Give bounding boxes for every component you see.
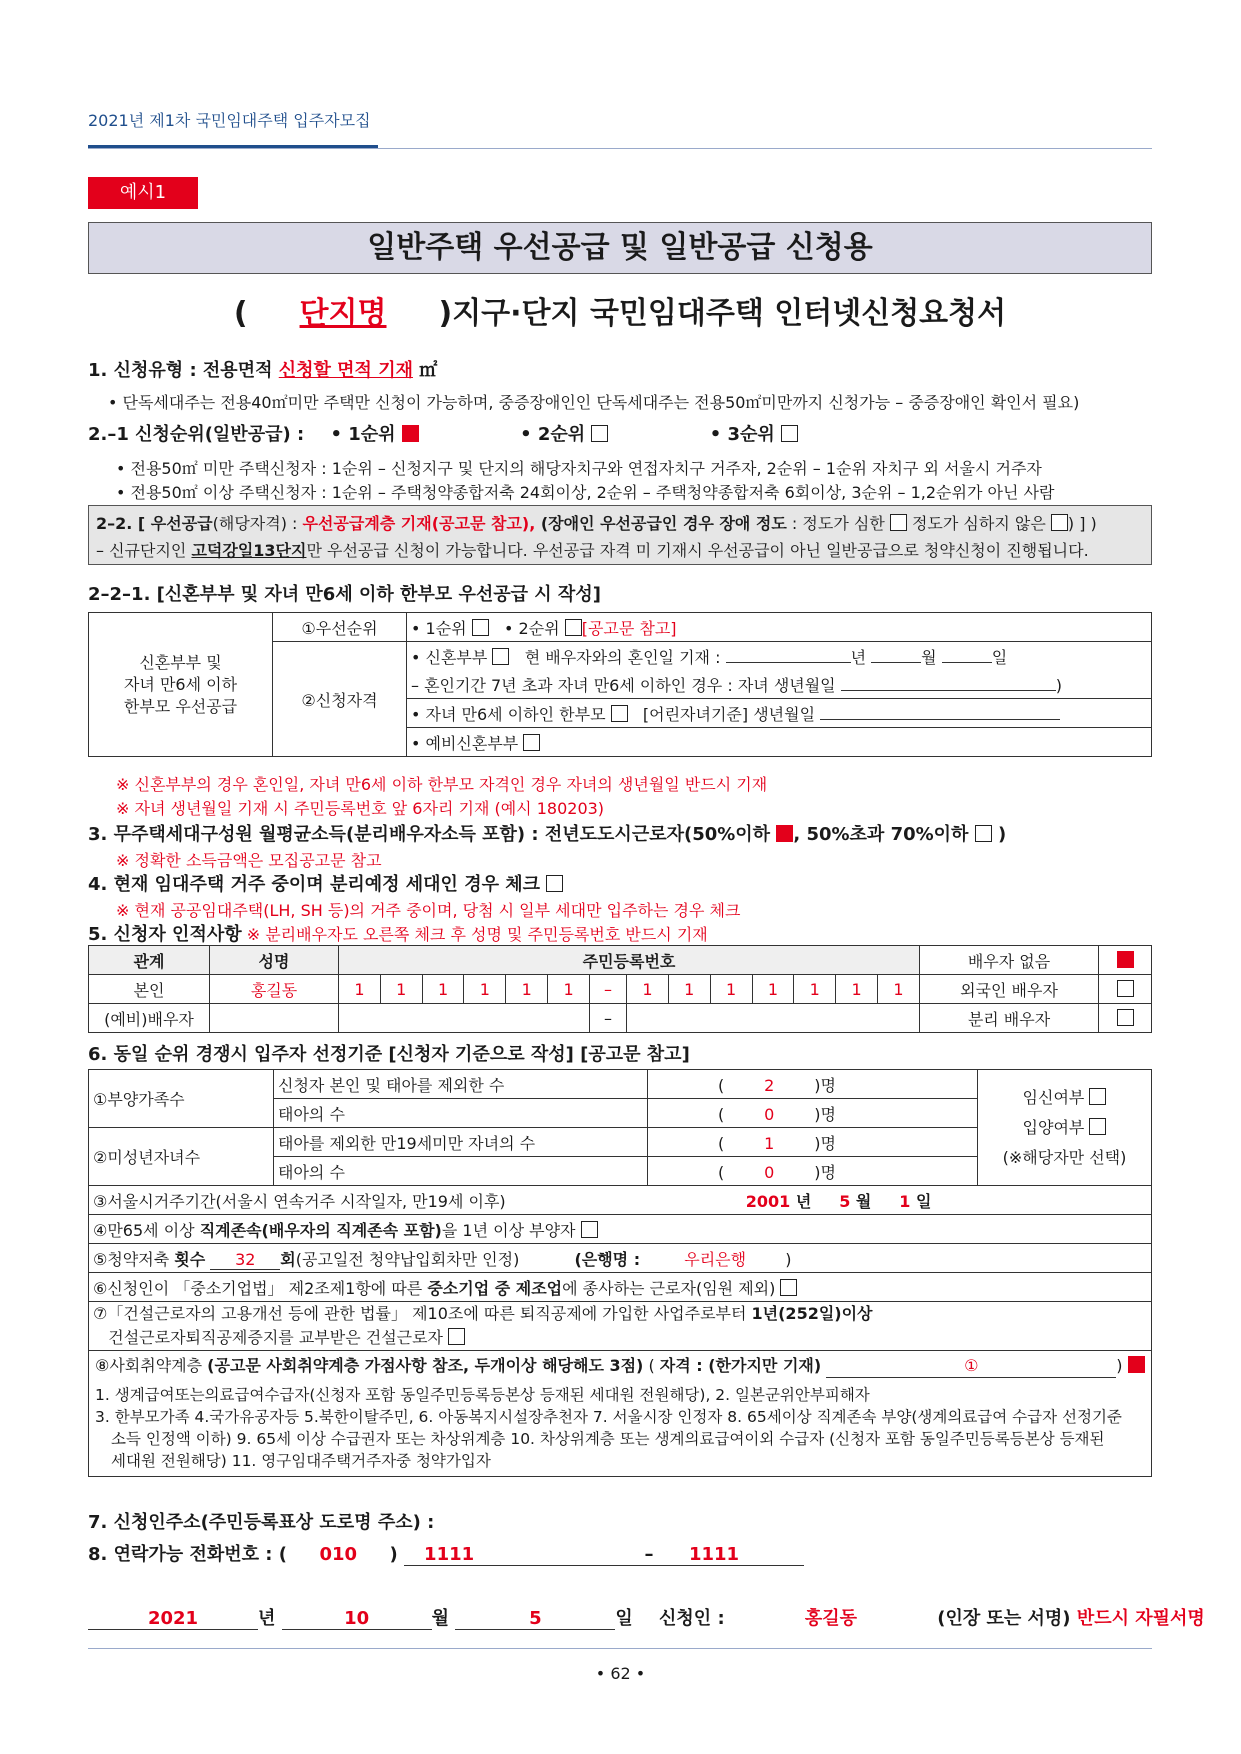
vulnerable-row: ⑧사회취약계층 (공고문 사회취약계층 가점사항 참조, 두개이상 해당해도 3점) ( 자격 : (한가지만 기재) ① ) 1. 생계급여또는의료급여수급자(신청자 포함 동일주민등록등본상 등재된 세대원 전원해당), 2. 일본군위안부피해자 3. 한부모가족 4.국가유공자등 5.북한이탈주민, 6. 아동복지시설장추천자 7. 서울시장 인정자 8. 65세이상 직계존속 부양(생계의료급여 수급자 선정기준 소득 인정액 이하) 9. 65세 이상 수급권자 또는 차상위계층 10. 차상위계층 또는 생계의료급여이외 수급자 (신청자 포함 동일주민등록등본상 등재된 세대원 전원해당) 11. 영구임대주택거주자중 청약가입자 bbox=[89, 1351, 1152, 1477]
section-2-2: 2–2. [ 우선공급(해당자격) : 우선공급계층 기재(공고문 참고), (장애인 우선공급인 경우 장애 정도 : 정도가 심한 정도가 심하지 않은 ) ] ) bbox=[96, 514, 1097, 533]
seoul-residence-row: ③서울시거주기간(서울시 연속거주 시작일자, 만19세 이후) 2001 년 5 월 1 일 bbox=[89, 1186, 1152, 1215]
page-number: • 62 • bbox=[595, 1664, 646, 1683]
signature-line: 2021 년 10 월 5 일 신청인 : 홍길동 (인장 또는 서명) 반드시 자필서명 bbox=[88, 1604, 1205, 1630]
young-child-birth-field[interactable] bbox=[820, 719, 1060, 720]
qualification-label: ②신청자격 bbox=[273, 642, 407, 757]
header-divider bbox=[88, 148, 1152, 149]
marriage-day-field[interactable] bbox=[942, 662, 992, 663]
minors-label: ②미성년자녀수 bbox=[89, 1128, 274, 1186]
form-subtitle: ( 단지명 )지구·단지 국민임대주택 인터넷신청요청서 bbox=[88, 288, 1152, 332]
phone-area: 010 bbox=[319, 1544, 358, 1565]
section-4-note: ※ 현재 공공임대주택(LH, SH 등)의 거주 중이며, 당첨 시 일부 세대만 입주하는 경우 체크 bbox=[116, 901, 741, 920]
section-5: 5. 신청자 인적사항 ※ 분리배우자도 오른쪽 체크 후 성명 및 주민등록번호 반드시 기재 bbox=[88, 924, 708, 945]
income-70-checkbox[interactable] bbox=[975, 825, 992, 842]
pre-newlywed-checkbox[interactable] bbox=[523, 734, 540, 751]
priority-label: ①우선순위 bbox=[273, 613, 407, 642]
col-name: 성명 bbox=[210, 946, 339, 975]
section-2-1: 2.–1 신청순위(일반공급) : • 1순위 • 2순위 • 3순위 bbox=[88, 420, 798, 446]
foreign-spouse-checkbox[interactable] bbox=[1117, 980, 1134, 997]
rank3-checkbox[interactable] bbox=[781, 425, 798, 442]
elder-support-row: ④만65세 이상 직계존속(배우자의 직계존속 포함)을 1년 이상 부양자 bbox=[89, 1215, 1152, 1244]
separate-spouse-checkbox[interactable] bbox=[1117, 1009, 1134, 1026]
single-parent-checkbox[interactable] bbox=[611, 705, 628, 722]
section-3-note: ※ 정확한 소득금액은 모집공고문 참고 bbox=[116, 851, 382, 870]
col-id: 주민등록번호 bbox=[339, 946, 920, 975]
severe-checkbox[interactable] bbox=[890, 514, 907, 531]
savings-count: 32 bbox=[210, 1250, 280, 1270]
savings-row: ⑤청약저축 횟수 32 회(공고일전 청약납입회차만 인정) (은행명 : 우리은행 ) bbox=[89, 1244, 1152, 1273]
priority-cell: • 1순위 • 2순위 [공고문 참고] bbox=[407, 613, 1152, 642]
newlywed-row: • 신혼부부 현 배우자와의 혼인일 기재 : 년 월 일 bbox=[407, 642, 1152, 671]
over7-row: – 혼인기간 7년 초과 자녀 만6세 이하인 경우 : 자녀 생년월일 ) bbox=[407, 670, 1152, 699]
construction-row: ⑦「건설근로자의 고용개선 등에 관한 법률」 제10조에 따른 퇴직공제에 가입한 사업주로부터 1년(252일)이상 건설근로자퇴직공제증지를 교부받은 건설근로자 bbox=[89, 1302, 1152, 1351]
applicant-name: 홍길동 bbox=[210, 975, 339, 1004]
section-2-2-note: – 신규단지인 고덕강일13단지만 우선공급 신청이 가능합니다. 우선공급 자격 미 기재시 우선공급이 아닌 일반공급으로 청약신청이 진행됩니다. bbox=[96, 541, 1089, 560]
sme-checkbox[interactable] bbox=[780, 1279, 797, 1296]
applicant-table bbox=[88, 945, 1152, 1033]
col-relation: 관계 bbox=[89, 946, 210, 975]
sign-year: 2021 bbox=[88, 1608, 258, 1630]
sme-row: ⑥신청인이 「중소기업법」 제2조제1항에 따른 중소기업 중 제조업에 종사하는 근로자(임원 제외) bbox=[89, 1273, 1152, 1302]
newlywed-checkbox[interactable] bbox=[492, 648, 509, 665]
section-1: 1. 신청유형 : 전용면적 신청할 면적 기재 ㎡ bbox=[88, 360, 438, 381]
vulnerable-checkbox[interactable] bbox=[1128, 1356, 1145, 1373]
elder-support-checkbox[interactable] bbox=[581, 1221, 598, 1238]
section-8: 8. 연락가능 전화번호 : ( 010 ) 1111 – 1111 bbox=[88, 1540, 804, 1566]
criteria-table: ①부양가족수 신청자 본인 및 태아를 제외한 수 ( 2 )명 임신여부 입양여부 (※해당자만 선택) 태아의 수 ( 0 )명 ②미성년자녀수 태아를 제외한 만19세미만 자녀의 수 ( 1 )명 태아의 수 ( 0 )명 ③서울시거주기간(서울시 연속거주 시작일자, 만19세 이후) 2001 년 5 월 1 일 ④만65세 이상 직계존속(배우자의 직계존속 포함)을 1년 이상 부양자 ⑤청약저축 횟수 32 회(공고일전 청약납입회차만 인정) (은행명 : 우리은행 ) ⑥신청인이 「중소기업법」 제2조제1항에 따른 중소기업 중 제조업에 종사하는 근로자(임원 제외) ⑦「건설근로자의 고용개선 등에 관한 법률」 제10조에 따른 퇴직공제에 가입한 사업주로부터 1년(252일)이상 건설근로자퇴직공제증지를 교부받은 건설근로자 ⑧사회취약계층 (공고문 사회취약계층 가점사항 참조, 두개이상 해당해도 3점) ( 자격 : (한가지만 기재) ① ) 1. 생계급여또는의료급여수급자(신청자 포함 동일주민등록등본상 등재된 세대원 전원해당), 2. 일본군위안부피해자 3. 한부모가족 4.국가유공자등 5.북한이탈주민, 6. 아동복지시설장추천자 7. 서울시장 인정자 8. 65세이상 직계존속 부양(생계의료급여 수급자 선정기준 소득 인정액 이하) 9. 65세 이상 수급권자 또는 차상위계층 10. 차상위계층 또는 생계의료급여이외 수급자 (신청자 포함 동일주민등록등본상 등재된 세대원 전원해당) 11. 영구임대주택거주자중 청약가입자 bbox=[88, 1069, 1152, 1477]
section-2-2-1: 2–2–1. [신혼부부 및 자녀 만6세 이하 한부모 우선공급 시 작성] bbox=[88, 584, 601, 605]
applicant-signature: 홍길동 bbox=[804, 1608, 858, 1629]
doc-header-title: 2021년 제1차 국민임대주택 입주자모집 bbox=[88, 111, 371, 130]
footer-divider bbox=[88, 1648, 1152, 1649]
nw-rank2-checkbox[interactable] bbox=[565, 619, 582, 636]
note-a1: ※ 신혼부부의 경우 혼인일, 자녀 만6세 이하 한부모 자격인 경우 자녀의 생년월일 반드시 기재 bbox=[116, 775, 768, 794]
table-row: 본인 홍길동 1 1 1 1 1 1 – 1 1 1 1 1 1 1 외국인 배우자 bbox=[89, 975, 1152, 1004]
note-a2: ※ 자녀 생년월일 기재 시 주민등록번호 앞 6자리 기재 (예시 180203) bbox=[116, 799, 605, 818]
income-50-checkbox[interactable] bbox=[776, 825, 793, 842]
no-spouse-label: 배우자 없음 bbox=[920, 946, 1099, 975]
spouse-name-field[interactable] bbox=[210, 1004, 339, 1033]
marriage-month-field[interactable] bbox=[871, 662, 921, 663]
section-6: 6. 동일 순위 경쟁시 입주자 선정기준 [신청자 기준으로 작성] [공고문 참고] bbox=[88, 1044, 690, 1065]
single-parent-row: • 자녀 만6세 이하인 한부모 [어린자녀기준] 생년월일 bbox=[407, 699, 1152, 728]
preg-adopt-cell: 임신여부 입양여부 (※해당자만 선택) bbox=[978, 1070, 1152, 1186]
sign-day: 5 bbox=[455, 1608, 615, 1630]
example-badge: 예시1 bbox=[88, 177, 198, 209]
rank-note-2: • 전용50㎡ 이상 주택신청자 : 1순위 – 주택청약종합저축 24회이상, 2순위 – 주택청약종합저축 6회이상, 3순위 – 1,2순위가 아닌 사람 bbox=[116, 483, 1055, 502]
sign-month: 10 bbox=[282, 1608, 432, 1630]
vulnerable-value: ① bbox=[826, 1355, 1116, 1378]
table-row: (예비)배우자 – 분리 배우자 bbox=[89, 1004, 1152, 1033]
rank1-checkbox[interactable] bbox=[402, 425, 419, 442]
adopt-checkbox[interactable] bbox=[1089, 1118, 1106, 1135]
nw-rank1-checkbox[interactable] bbox=[472, 619, 489, 636]
section-4: 4. 현재 임대주택 거주 중이며 분리예정 세대인 경우 체크 bbox=[88, 870, 563, 896]
section-7: 7. 신청인주소(주민등록표상 도로명 주소) : bbox=[88, 1512, 435, 1533]
separate-spouse-label: 분리 배우자 bbox=[920, 1004, 1099, 1033]
pregnant-checkbox[interactable] bbox=[1089, 1088, 1106, 1105]
dependents-label: ①부양가족수 bbox=[89, 1070, 274, 1128]
foreign-spouse-label: 외국인 배우자 bbox=[920, 975, 1099, 1004]
newlywed-table bbox=[88, 612, 1152, 757]
split-household-checkbox[interactable] bbox=[546, 875, 563, 892]
section-3: 3. 무주택세대구성원 월평균소득(분리배우자소득 포함) : 전년도도시근로자(50%이하 , 50%초과 70%이하 ) bbox=[88, 824, 1007, 845]
construction-checkbox[interactable] bbox=[448, 1328, 465, 1345]
pre-newlywed-row: • 예비신혼부부 bbox=[407, 728, 1152, 757]
rank-note-1: • 전용50㎡ 미만 주택신청자 : 1순위 – 신청지구 및 단지의 해당자치구와 연접자치구 거주자, 2순위 – 1순위 자치구 외 서울시 거주자 bbox=[116, 459, 1042, 478]
rank2-checkbox[interactable] bbox=[591, 425, 608, 442]
child-birth-field[interactable] bbox=[841, 690, 1056, 691]
section-1-note: • 단독세대주는 전용40㎡미만 주택만 신청이 가능하며, 중증장애인인 단독세대주는 전용50㎡미만까지 신청가능 – 중증장애인 확인서 필요) bbox=[108, 393, 1080, 412]
marriage-year-field[interactable] bbox=[726, 662, 851, 663]
not-severe-checkbox[interactable] bbox=[1051, 514, 1068, 531]
complex-name: 단지명 bbox=[299, 296, 387, 331]
bank-name: 우리은행 bbox=[684, 1249, 747, 1269]
phone-last: 1111 bbox=[688, 1544, 740, 1565]
form-title: 일반주택 우선공급 및 일반공급 신청용 bbox=[88, 222, 1152, 274]
phone-mid: 1111 bbox=[404, 1544, 544, 1566]
newlywed-label: 신혼부부 및 자녀 만6세 이하 한부모 우선공급 bbox=[89, 613, 273, 757]
no-spouse-checkbox[interactable] bbox=[1117, 951, 1134, 968]
